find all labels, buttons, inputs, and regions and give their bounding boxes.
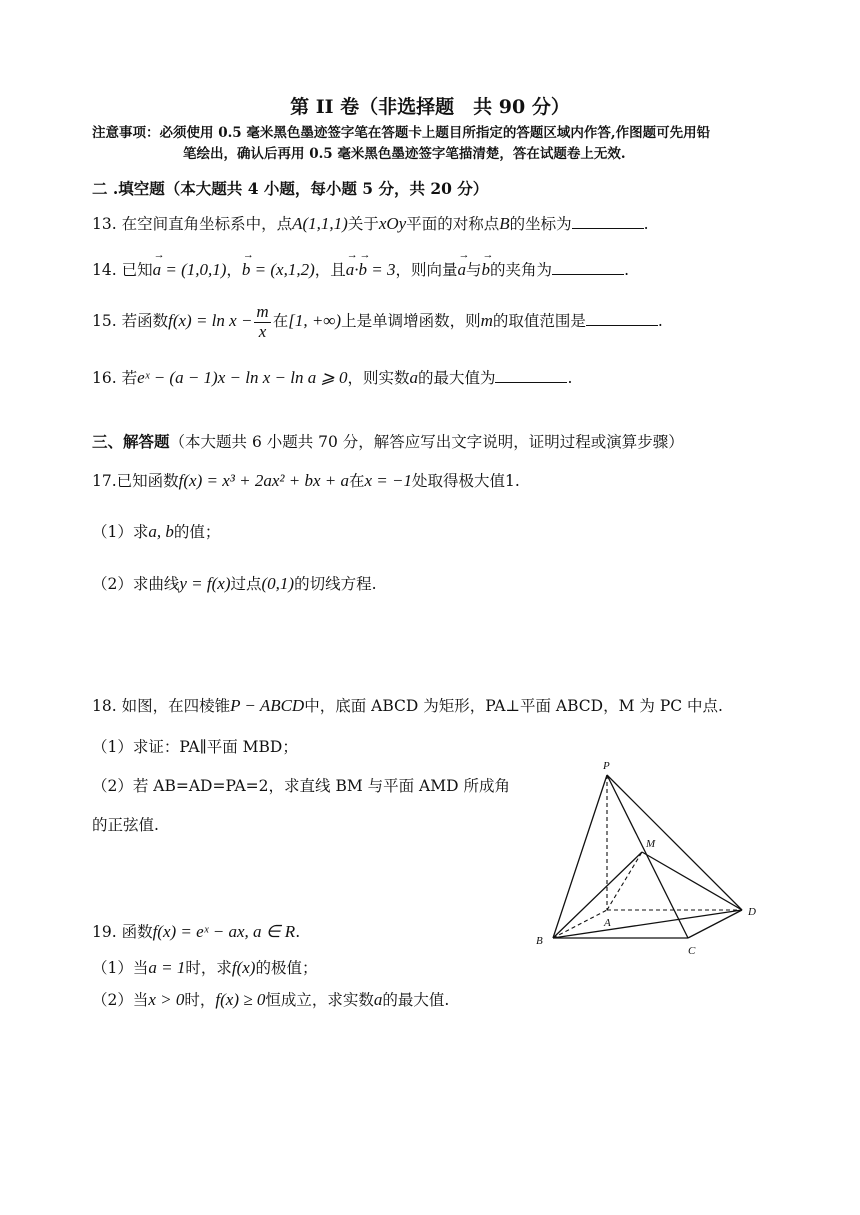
fraction bbox=[254, 303, 270, 341]
math-variables: a, b bbox=[148, 522, 174, 541]
question-text: 时， bbox=[184, 991, 216, 1009]
question-text: 的夹角为 bbox=[490, 261, 553, 279]
math-variable: a bbox=[373, 990, 383, 1009]
question-text: 19. 函数 bbox=[92, 923, 153, 941]
question-text: 若函数 bbox=[121, 312, 169, 331]
math-inequality: eˣ − (a − 1)x − ln x − ln a ⩾ 0 bbox=[137, 368, 348, 387]
question-text: 的极值； bbox=[255, 959, 318, 977]
label-b: B bbox=[536, 935, 543, 947]
section-3-heading bbox=[92, 430, 684, 452]
math-function: f(x) = x³ + 2ax² + bx + a bbox=[178, 471, 349, 490]
math-expression: a = 1 bbox=[148, 958, 186, 977]
question-13 bbox=[92, 212, 649, 234]
question-18-part-2-cont: 的正弦值. bbox=[92, 816, 159, 834]
question-number: 16. bbox=[92, 369, 117, 387]
math-pyramid: P − ABCD bbox=[230, 696, 305, 715]
math-function: y = f(x) bbox=[179, 574, 231, 593]
math-variable: a bbox=[409, 368, 418, 387]
question-text: （1）当 bbox=[92, 959, 149, 977]
question-text: 关于 bbox=[347, 215, 379, 233]
question-16 bbox=[92, 366, 572, 388]
question-17-part-2 bbox=[92, 572, 377, 594]
question-19 bbox=[92, 920, 300, 942]
notice-line-1: 注意事项：必须使用 0.5 毫米黑色墨迹签字笔在答题卡上题目所指定的答题区域内作答,作图题可先用铅 bbox=[92, 125, 711, 141]
vector-a: → a bbox=[346, 260, 355, 280]
question-text: 过点 bbox=[230, 575, 262, 593]
question-18-part-2: （2）若 AB=AD=PA=2，求直线 BM 与平面 AMD 所成角 bbox=[92, 777, 510, 795]
math-variable: m bbox=[480, 311, 493, 331]
vector-a: → a bbox=[458, 260, 467, 280]
question-text: 的最大值为 bbox=[417, 369, 496, 387]
question-text: （1）求 bbox=[92, 523, 149, 541]
question-17-part-1 bbox=[92, 520, 220, 542]
label-p: P bbox=[603, 760, 610, 772]
vector-a: → a bbox=[153, 260, 162, 280]
math-expression: = (x,1,2) bbox=[250, 260, 315, 279]
question-text: 平面的对称点 bbox=[406, 215, 500, 233]
vector-b: → b bbox=[482, 260, 491, 280]
edge-pb bbox=[553, 775, 607, 938]
math-plane: xOy bbox=[378, 214, 407, 233]
label-m: M bbox=[646, 838, 656, 850]
notice-line-2: 笔绘出，确认后再用 0.5 毫米黑色墨迹签字笔描清楚，答在试题卷上无效. bbox=[183, 146, 626, 162]
question-number: 13. bbox=[92, 215, 117, 233]
question-15 bbox=[92, 303, 663, 341]
question-19-part-1 bbox=[92, 956, 317, 978]
question-text: 处取得极大值1. bbox=[411, 472, 520, 490]
question-text: 中，底面 ABCD 为矩形，PA⊥平面 ABCD，M 为 PC 中点. bbox=[304, 697, 723, 715]
question-text: 在空间直角坐标系中，点 bbox=[121, 215, 293, 233]
label-c: C bbox=[688, 945, 696, 957]
vector-b: → b bbox=[359, 260, 368, 280]
question-text: ，则实数 bbox=[347, 369, 410, 387]
math-expression: x = −1 bbox=[364, 471, 412, 490]
math-function: f(x) = ln x − bbox=[168, 311, 253, 331]
label-d: D bbox=[748, 906, 756, 918]
page-title: 第 II 卷（非选择题 共 90 分） bbox=[290, 96, 570, 118]
question-text: ， bbox=[226, 261, 242, 279]
edge-pc bbox=[607, 775, 688, 938]
math-inequality: f(x) ≥ 0 bbox=[215, 990, 266, 1009]
answer-blank bbox=[572, 214, 644, 229]
math-point-b: B bbox=[499, 214, 510, 233]
pyramid-figure bbox=[520, 755, 770, 960]
answer-blank bbox=[552, 260, 624, 275]
answer-blank bbox=[495, 368, 567, 383]
question-text: 若 bbox=[121, 369, 138, 387]
question-number: 14. bbox=[92, 261, 117, 279]
question-text: . bbox=[295, 923, 301, 941]
question-text: 恒成立，求实数 bbox=[265, 991, 374, 1009]
math-expression: = 3 bbox=[367, 260, 396, 279]
math-expression: x > 0 bbox=[148, 990, 185, 1009]
question-text: 在 bbox=[348, 472, 365, 490]
question-text: 的值； bbox=[173, 523, 221, 541]
dot-operator: · bbox=[354, 260, 359, 279]
question-number: 15. bbox=[92, 312, 117, 331]
math-expression: = (1,0,1) bbox=[161, 260, 227, 279]
question-text: 18. 如图，在四棱锥 bbox=[92, 697, 231, 715]
edge-pd bbox=[607, 775, 742, 910]
question-17 bbox=[92, 469, 520, 491]
edge-bm bbox=[553, 852, 642, 938]
math-point: (0,1) bbox=[261, 574, 295, 593]
question-text: 的最大值. bbox=[382, 991, 450, 1009]
question-text: 时，求 bbox=[185, 959, 232, 977]
section-3-title: 三、解答题 bbox=[92, 432, 170, 451]
question-text: 的取值范围是 bbox=[492, 312, 586, 331]
question-text: （2）求曲线 bbox=[92, 575, 180, 593]
question-text: ，且 bbox=[314, 261, 346, 279]
math-function: f(x) bbox=[231, 958, 256, 977]
math-function: f(x) = eˣ − ax, a ∈ R bbox=[152, 922, 296, 941]
question-text: 与 bbox=[466, 261, 482, 279]
label-a: A bbox=[604, 917, 611, 929]
question-text: （2）当 bbox=[92, 991, 149, 1009]
question-text: 的切线方程. bbox=[294, 575, 377, 593]
question-14 bbox=[92, 258, 629, 280]
question-18-part-1: （1）求证：PA∥平面 MBD； bbox=[92, 738, 298, 756]
question-end: . bbox=[657, 312, 663, 331]
section-2-heading: 二 .填空题（本大题共 4 小题，每小题 5 分，共 20 分） bbox=[92, 179, 489, 198]
question-text: 上是单调增函数，则 bbox=[341, 312, 481, 331]
question-19-part-2 bbox=[92, 988, 449, 1010]
question-end: . bbox=[567, 369, 573, 387]
question-text: 已知 bbox=[121, 261, 153, 279]
question-end: . bbox=[624, 261, 629, 279]
question-end: . bbox=[643, 215, 649, 233]
vector-b: → b bbox=[242, 260, 251, 280]
fraction-denominator: x bbox=[258, 321, 267, 341]
question-text: 在 bbox=[272, 312, 289, 331]
section-3-description: （本大题共 6 小题共 70 分，解答应写出文字说明，证明过程或演算步骤） bbox=[169, 433, 684, 451]
question-text: ，则向量 bbox=[395, 261, 458, 279]
question-text: 17.已知函数 bbox=[92, 472, 179, 490]
answer-blank bbox=[586, 311, 658, 326]
math-interval: [1, +∞) bbox=[288, 311, 342, 331]
question-18 bbox=[92, 694, 723, 716]
question-text: 的坐标为 bbox=[509, 215, 572, 233]
math-point-a: A(1,1,1) bbox=[292, 214, 348, 233]
fraction-numerator: m bbox=[256, 302, 269, 321]
